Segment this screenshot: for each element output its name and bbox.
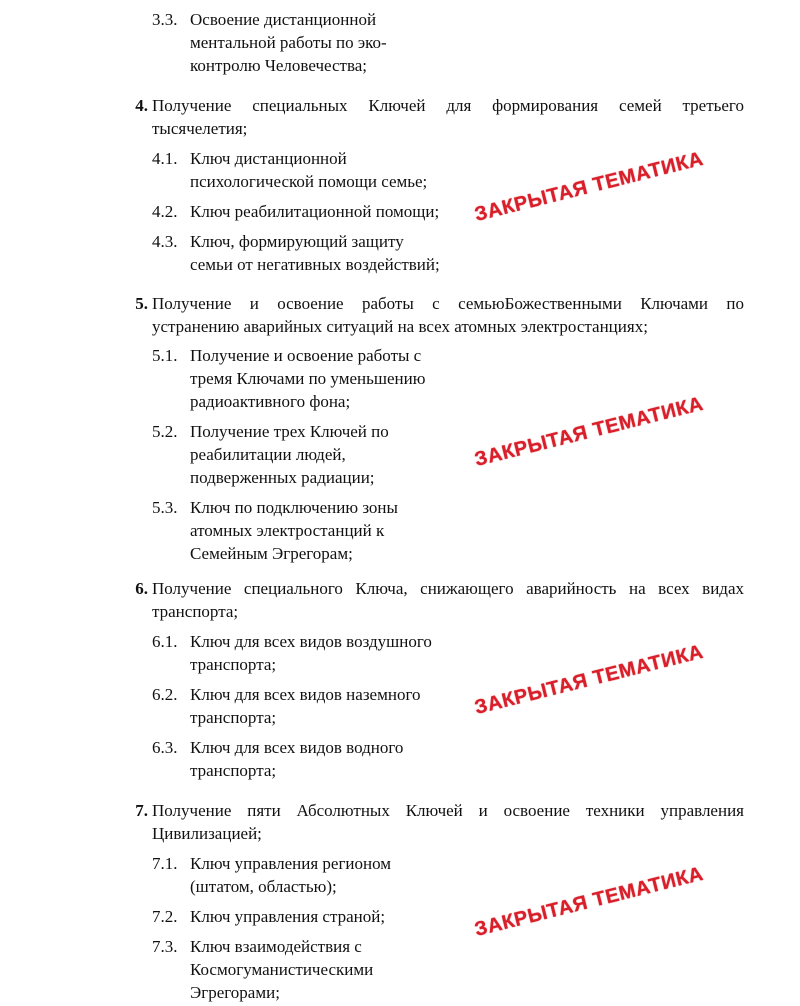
item-text: Ключ, формирующий защиту семьи от негативных воздействий; xyxy=(190,232,440,274)
item-number: 6.1. xyxy=(152,632,178,651)
section-text: Получение и освоение работы с семьюБожественными Ключами по устранению аварийных ситуаций на всех атомных электростанциях; xyxy=(152,294,744,336)
item-number: 5.2. xyxy=(152,422,178,441)
item-text: Ключ взаимодействия с Космогуманистическими Эгрегорами; xyxy=(190,937,374,1002)
closed-topic-stamp: ЗАКРЫТАЯ ТЕМАТИКА xyxy=(472,640,706,720)
section-text: Получение специальных Ключей для формирования семей третьего тысячелетия; xyxy=(152,96,744,138)
item-number: 4.3. xyxy=(152,232,178,251)
item-text: Ключ для всех видов наземного транспорта; xyxy=(190,685,421,727)
section-text: Получение специального Ключа, снижающего аварийность на всех видах транспорта; xyxy=(152,579,744,621)
section-text: Получение пяти Абсолютных Ключей и освоение техники управления Цивилизацией; xyxy=(152,801,744,843)
closed-topic-stamp: ЗАКРЫТАЯ ТЕМАТИКА xyxy=(472,862,706,942)
item-text: Ключ управления страной; xyxy=(190,907,386,926)
item-number: 7.2. xyxy=(152,907,178,926)
item-number: 6.3. xyxy=(152,738,178,757)
item-number: 6.2. xyxy=(152,685,178,704)
section-number: 4. xyxy=(135,96,148,115)
item-text: Ключ дистанционной психологической помощи семье; xyxy=(190,149,428,191)
item-text: Получение трех Ключей по реабилитации людей, подверженных радиации; xyxy=(190,422,389,487)
item-number: 5.3. xyxy=(152,498,178,517)
item-number: 4.2. xyxy=(152,202,178,221)
item-number: 5.1. xyxy=(152,346,178,365)
item-text: Ключ для всех видов водного транспорта; xyxy=(190,738,404,780)
item-text: Ключ по подключению зоны атомных электростанций к Семейным Эгрегорам; xyxy=(190,498,398,563)
closed-topic-stamp: ЗАКРЫТАЯ ТЕМАТИКА xyxy=(472,147,706,227)
item-number: 4.1. xyxy=(152,149,178,168)
item-number: 3.3. xyxy=(152,10,178,29)
section-number: 7. xyxy=(135,801,148,820)
closed-topic-stamp: ЗАКРЫТАЯ ТЕМАТИКА xyxy=(472,392,706,472)
item-text: Ключ управления регионом (штатом, областью); xyxy=(190,854,392,896)
item-number: 7.1. xyxy=(152,854,178,873)
item-text: Ключ для всех видов воздушного транспорта; xyxy=(190,632,432,674)
section-number: 6. xyxy=(135,579,148,598)
item-text: Освоение дистанционной ментальной работы по эко- контролю Человечества; xyxy=(190,10,387,75)
section-number: 5. xyxy=(135,294,148,313)
item-text: Получение и освоение работы с тремя Ключами по уменьшению радиоактивного фона; xyxy=(190,346,426,411)
item-text: Ключ реабилитационной помощи; xyxy=(190,202,440,221)
item-number: 7.3. xyxy=(152,937,178,956)
